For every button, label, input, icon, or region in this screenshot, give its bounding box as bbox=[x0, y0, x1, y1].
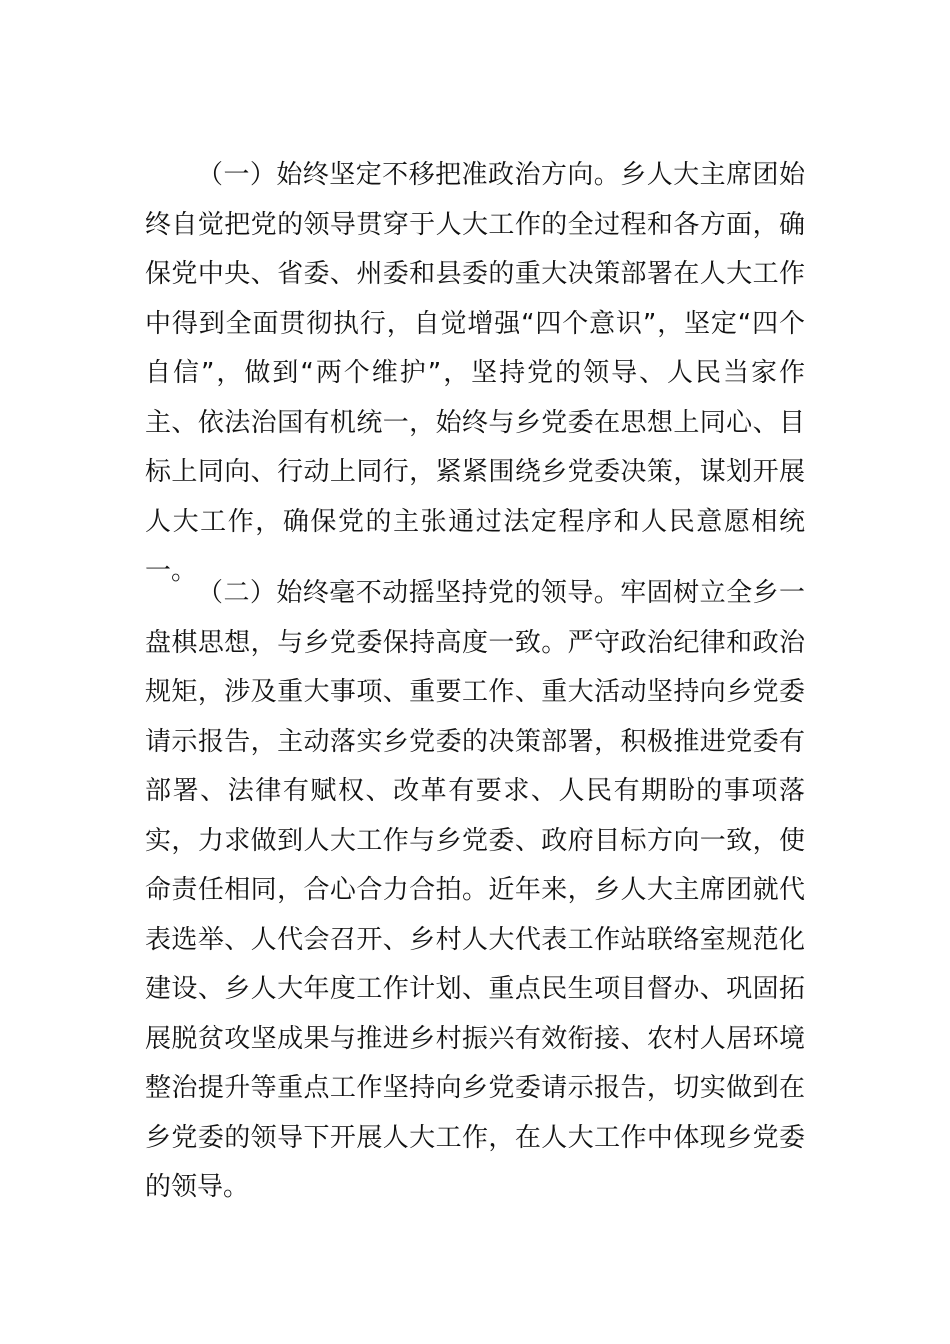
paragraph-political-direction: （一）始终坚定不移把准政治方向。乡人大主席团始终自觉把党的领导贯穿于人大工作的全过程和各方面，确保党中央、省委、州委和县委的重大决策部署在人大工作中得到全面贯彻执行，自觉增强“四个意识”，坚定“四个自信”，做到“两个维护”，坚持党的领导、人民当家作主、依法治国有机统一，始终与乡党委在思想上同心、目标上同向、行动上同行，紧紧围绕乡党委决策，谋划开展人大工作，确保党的主张通过法定程序和人民意愿相统一。 bbox=[145, 160, 805, 586]
paragraph-party-leadership: （二）始终毫不动摇坚持党的领导。牢固树立全乡一盘棋思想，与乡党委保持高度一致。严守政治纪律和政治规矩，涉及重大事项、重要工作、重大活动坚持向乡党委请示报告，主动落实乡党委的决策部署，积极推进党委有部署、法律有赋权、改革有要求、人民有期盼的事项落实，力求做到人大工作与乡党委、政府目标方向一致，使命责任相同，合心合力合拍。近年来，乡人大主席团就代表选举、人代会召开、乡村人大代表工作站联络室规范化建设、乡人大年度工作计划、重点民生项目督办、巩固拓展脱贫攻坚成果与推进乡村振兴有效衔接、农村人居环境整治提升等重点工作坚持向乡党委请示报告，切实做到在乡党委的领导下开展人大工作，在人大工作中体现乡党委的领导。 bbox=[145, 578, 805, 1202]
